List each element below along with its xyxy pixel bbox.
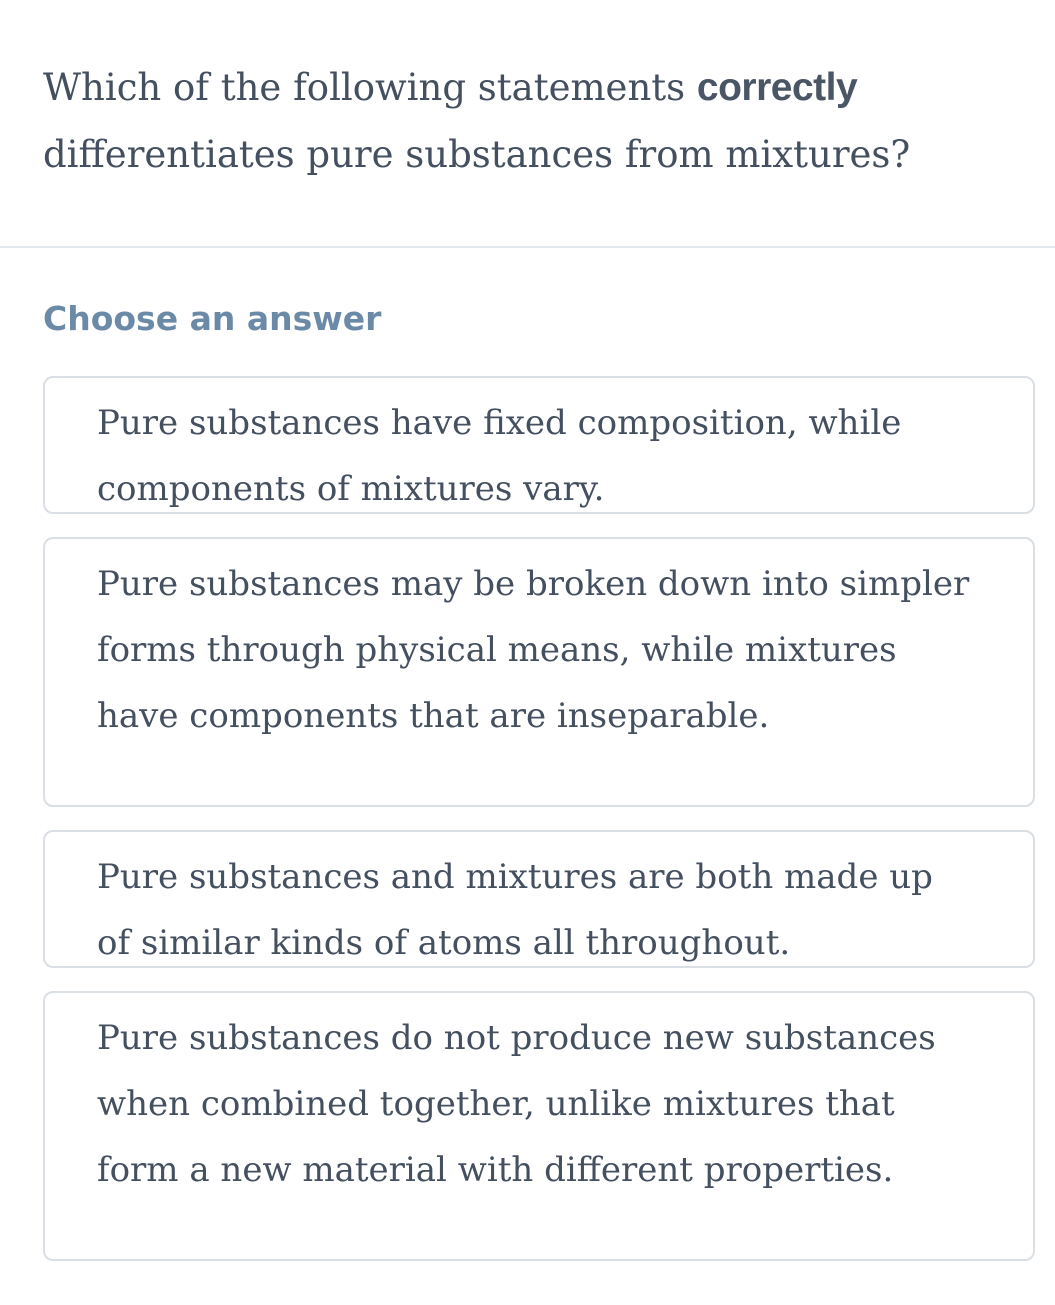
answer-choice-1[interactable] xyxy=(43,376,1035,514)
answer-choice-3-label: Pure substances and mixtures are both made up of similar kinds of atoms all throughout. xyxy=(97,857,933,963)
answer-choice-2[interactable] xyxy=(43,537,1035,807)
choose-answer-label: Choose an answer xyxy=(43,299,382,338)
question-text-end: differentiates pure substances from mixtures? xyxy=(43,133,911,176)
answer-choice-3[interactable] xyxy=(43,830,1035,968)
question-text xyxy=(43,54,1023,188)
answer-choice-4[interactable] xyxy=(43,991,1035,1261)
question-emphasis: correctly xyxy=(696,66,858,109)
answer-choice-2-label: Pure substances may be broken down into simpler forms through physical means, while mixtures have components that are inseparable. xyxy=(97,564,970,736)
question-text-start: Which of the following statements xyxy=(43,66,697,109)
section-divider xyxy=(0,246,1055,248)
answer-choice-4-label: Pure substances do not produce new substances when combined together, unlike mixtures that form a new material with different properties. xyxy=(97,1018,936,1190)
answer-choice-1-label: Pure substances have fixed composition, while components of mixtures vary. xyxy=(97,403,902,509)
